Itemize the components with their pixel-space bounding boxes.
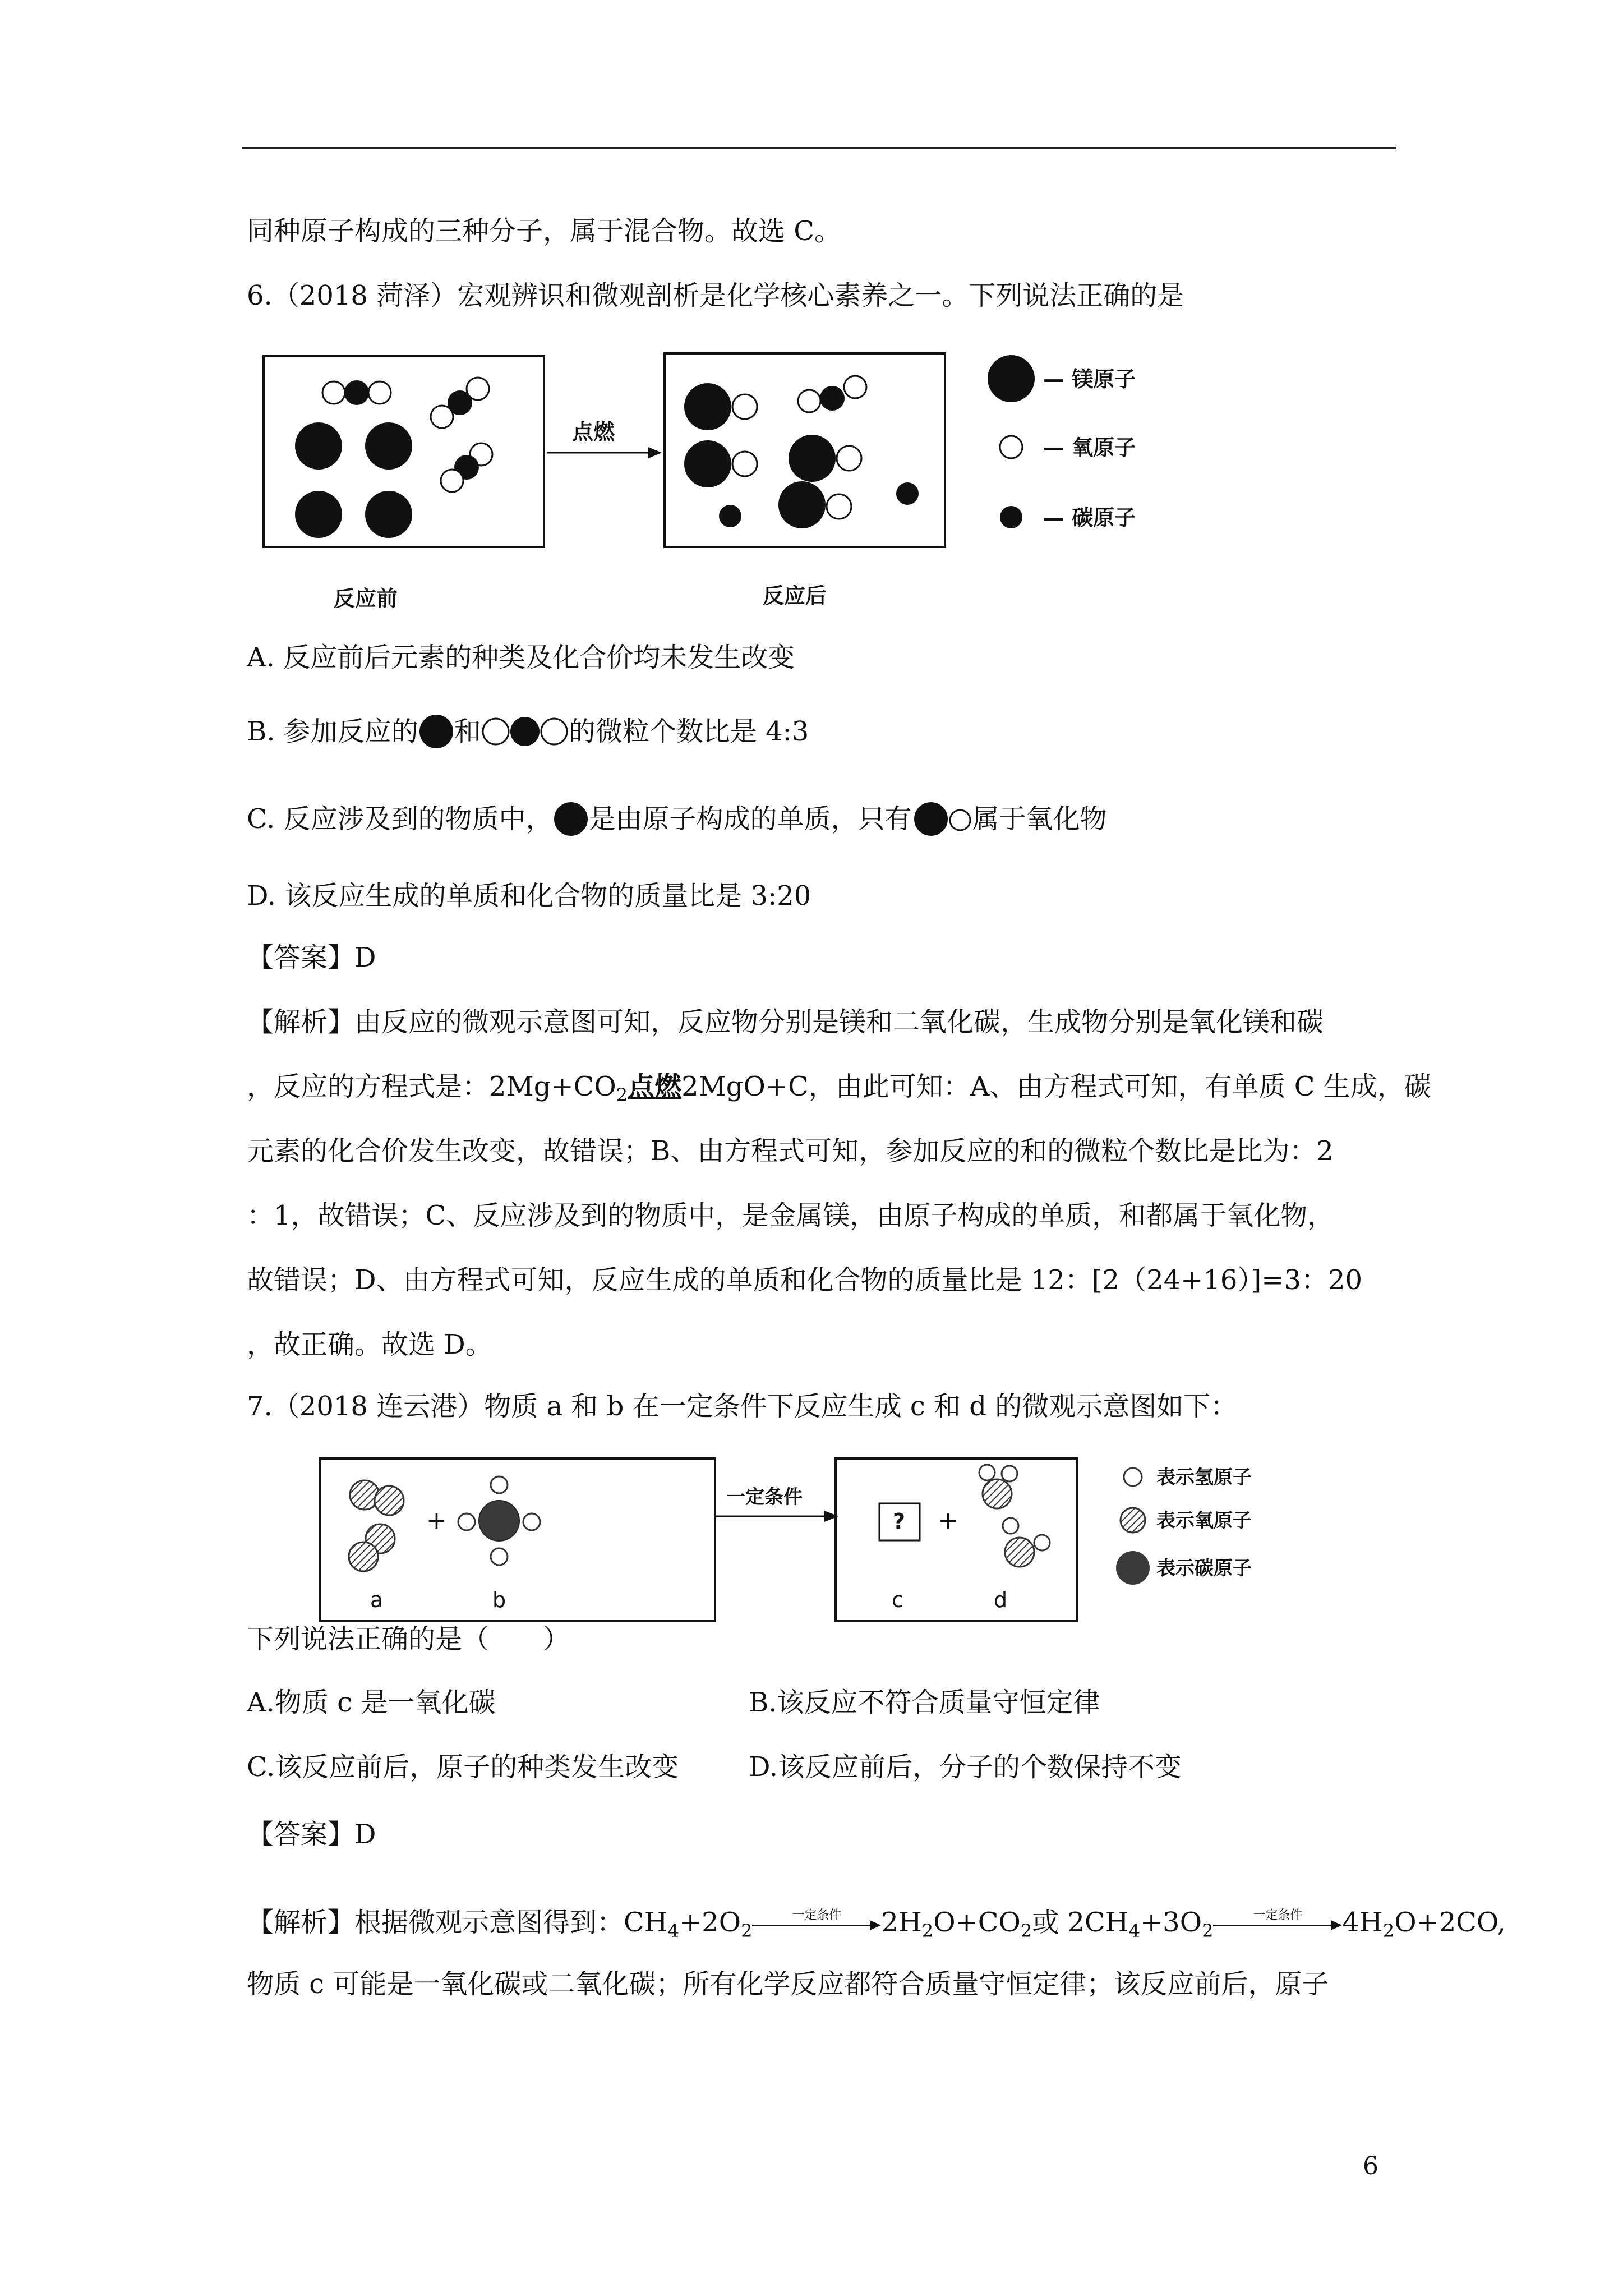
q6-analysis-line-6: ，故正确。故选 D。 <box>247 1329 492 1360</box>
q6-condition: 点燃 <box>628 1071 682 1102</box>
q6-option-c: C. 反应涉及到的物质中， 是由原子构成的单质，只有 属于氧化物 <box>247 801 1107 837</box>
header-rule <box>242 147 1396 149</box>
q6-legend-mg: — 镁原子 <box>1043 367 1136 392</box>
q7-answer: 【答案】D <box>247 1819 376 1850</box>
q6-analysis-line-2: ，反应的方程式是：$2Mg+CO_2$点燃2MgO+C，由此可知：A、由方程式可知，有单质 C 生成，碳 <box>247 1071 1431 1106</box>
magnesium-atom-icon <box>418 714 454 749</box>
q6-legend-o: — 氧原子 <box>1043 435 1136 460</box>
q7-arrow-label: 一定条件 <box>726 1486 803 1508</box>
q6-before-label: 反应前 <box>334 586 398 611</box>
q7-plus-2: + <box>938 1506 958 1535</box>
q7-stem: 7.（2018 连云港）物质 a 和 b 在一定条件下反应生成 c 和 d 的微观示意图如下： <box>247 1391 1238 1422</box>
q7-option-d: D.该反应前后，分子的个数保持不变 <box>749 1751 1182 1783</box>
reaction-arrow-icon: 一定条件 <box>1213 1920 1342 1931</box>
q7-reaction-figure <box>314 1450 1279 1641</box>
page-number: 6 <box>1363 2152 1378 2180</box>
q6-option-a: A. 反应前后元素的种类及化合价均未发生改变 <box>247 642 795 673</box>
q6-after-label: 反应后 <box>763 583 827 608</box>
q7-legend-h: 表示氢原子 <box>1156 1466 1252 1489</box>
magnesium-atom-icon <box>553 801 589 837</box>
q7-label-a: a <box>370 1588 384 1612</box>
q7-label-b: b <box>492 1588 506 1612</box>
previous-answer-tail: 同种原子构成的三种分子，属于混合物。故选 C。 <box>247 215 841 247</box>
q6-stem: 6.（2018 菏泽）宏观辨识和微观剖析是化学核心素养之一。下列说法正确的是 <box>247 280 1184 311</box>
q6-analysis-line-5: 故错误；D、由方程式可知，反应生成的单质和化合物的质量比是 12：[2（24+16）]=3：20 <box>247 1264 1363 1296</box>
q7-prompt: 下列说法正确的是（ ） <box>247 1623 570 1655</box>
q7-legend-c: 表示碳原子 <box>1156 1557 1252 1580</box>
q7-plus-1: + <box>426 1506 447 1535</box>
q6-analysis-line-3: 元素的化合价发生改变，故错误；B、由方程式可知，参加反应的和的微粒个数比是比为：2 <box>247 1135 1334 1167</box>
q6-option-b: B. 参加反应的 和 的微粒个数比是 4:3 <box>247 714 809 749</box>
q7-unknown-product: ? <box>893 1509 906 1534</box>
q7-analysis-line-2: 物质 c 可能是一氧化碳或二氧化碳；所有化学反应都符合质量守恒定律；该反应前后，原子 <box>247 1968 1329 2000</box>
q7-option-c: C.该反应前后，原子的种类发生改变 <box>247 1751 679 1783</box>
q7-option-a: A.物质 c 是一氧化碳 <box>247 1687 496 1718</box>
carbon-dioxide-molecule-icon <box>481 714 569 749</box>
q6-answer: 【答案】D <box>247 942 376 973</box>
q7-legend-o: 表示氧原子 <box>1156 1510 1252 1532</box>
q7-option-b: B.该反应不符合质量守恒定律 <box>749 1687 1100 1718</box>
q6-reaction-figure <box>247 345 1234 625</box>
q6-analysis-line-4: ：1，故错误；C、反应涉及到的物质中，是金属镁，由原子构成的单质，和都属于氧化物， <box>247 1200 1335 1231</box>
q6-analysis-line-1: 【解析】由反应的微观示意图可知，反应物分别是镁和二氧化碳，生成物分别是氧化镁和碳 <box>247 1006 1324 1038</box>
q7-label-c: c <box>892 1588 903 1612</box>
magnesium-oxide-molecule-icon <box>912 801 972 837</box>
q6-legend-c: — 碳原子 <box>1043 505 1136 530</box>
reaction-arrow-icon: 一定条件 <box>752 1920 881 1931</box>
q7-label-d: d <box>994 1588 1008 1612</box>
q6-arrow-label: 点燃 <box>572 420 615 444</box>
q7-analysis-equation: 【解析】根据微观示意图得到：$CH_4+2O_2$ 一定条件 $2H_2O+CO_2$或 $2CH_4+3O_2$ 一定条件 $4H_2O+2CO$, <box>247 1907 1506 1941</box>
q6-option-d: D. 该反应生成的单质和化合物的质量比是 3:20 <box>247 880 811 912</box>
